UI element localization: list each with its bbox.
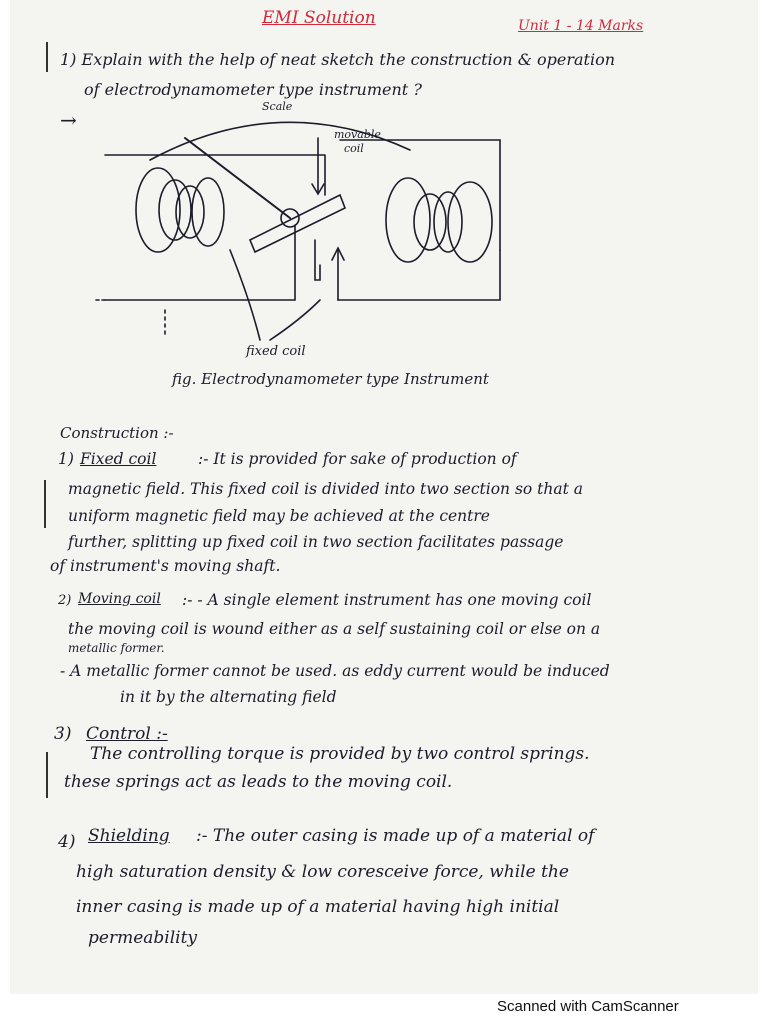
answer-arrow: → bbox=[60, 108, 77, 132]
movable-coil-label-1: movable bbox=[334, 128, 381, 141]
item-line: inner casing is made up of a material having high initial bbox=[76, 897, 560, 917]
item-line: metallic former. bbox=[68, 641, 165, 655]
item-line: The controlling torque is provided by two control springs. bbox=[90, 744, 590, 764]
left-fixed-coil bbox=[136, 168, 224, 252]
item-line: high saturation density & low coresceive force, while the bbox=[76, 862, 569, 882]
item-title: Shielding bbox=[88, 826, 170, 846]
question-line-1: 1) Explain with the help of neat sketch the construction & operation bbox=[60, 50, 616, 69]
item-line: :- The outer casing is made up of a material of bbox=[196, 826, 595, 846]
figure-caption: fig. Electrodynamometer type Instrument bbox=[172, 370, 489, 388]
pointer bbox=[185, 138, 290, 218]
item-line: further, splitting up fixed coil in two section facilitates passage bbox=[68, 533, 564, 551]
electrodynamometer-diagram bbox=[90, 100, 550, 370]
item-line: in it by the alternating field bbox=[120, 688, 337, 706]
item-line: uniform magnetic field may be achieved at the centre bbox=[68, 507, 490, 525]
scale-label: Scale bbox=[262, 100, 293, 113]
unit-marks-label: Unit 1 - 14 Marks bbox=[518, 18, 644, 34]
item-number: 1) bbox=[58, 450, 74, 468]
margin-bracket bbox=[44, 480, 46, 528]
item-title: Control :- bbox=[86, 724, 168, 744]
item-line: of instrument's moving shaft. bbox=[50, 557, 281, 575]
item-line: :- - A single element instrument has one moving coil bbox=[182, 591, 592, 609]
margin-bracket bbox=[46, 752, 48, 798]
item-line: these springs act as leads to the moving coil. bbox=[64, 772, 453, 792]
right-fixed-coil bbox=[386, 178, 492, 262]
construction-heading: Construction :- bbox=[60, 424, 174, 442]
item-title: Moving coil bbox=[78, 591, 161, 607]
item-number: 4) bbox=[58, 832, 76, 852]
question-line-2: of electrodynamometer type instrument ? bbox=[84, 80, 422, 99]
page-title: EMI Solution bbox=[262, 8, 376, 28]
item-line: the moving coil is wound either as a self sustaining coil or else on a bbox=[68, 620, 601, 638]
item-line: permeability bbox=[88, 928, 198, 948]
margin-bracket bbox=[46, 42, 48, 72]
item-line: :- It is provided for sake of production of bbox=[198, 450, 517, 468]
item-title: Fixed coil bbox=[80, 450, 157, 468]
fixed-coil-label: fixed coil bbox=[246, 344, 306, 359]
item-number: 3) bbox=[54, 724, 72, 744]
item-line: - A metallic former cannot be used. as eddy current would be induced bbox=[60, 662, 610, 680]
movable-coil-label-2: coil bbox=[344, 142, 364, 155]
item-line: magnetic field. This fixed coil is divided into two section so that a bbox=[68, 480, 584, 498]
scanner-watermark: Scanned with CamScanner bbox=[497, 998, 679, 1015]
item-number: 2) bbox=[58, 593, 72, 608]
